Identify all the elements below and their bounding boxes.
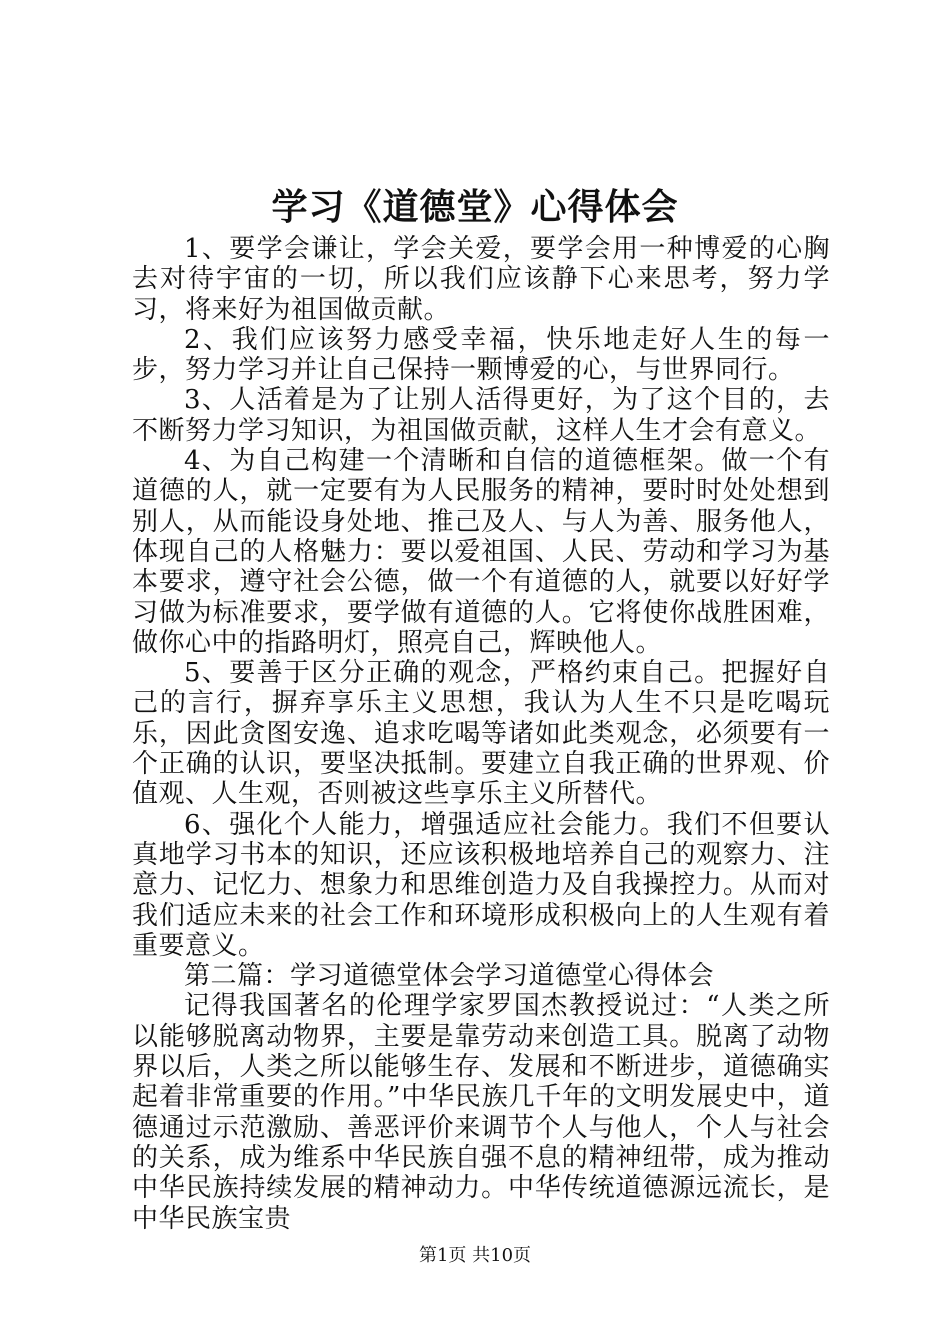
paragraph-5: 5、要善于区分正确的观念，严格约束自己。把握好自己的言行，摒弃享乐主义思想，我认为人生不只是吃喝玩乐，因此贪图安逸、追求吃喝等诸如此类观念，必须要有一个正确的认识，要坚决抵制。要建立自我正确的世界观、价值观、人生观，否则被这些享乐主义所替代。 [132,658,830,810]
paragraph-4: 4、为自己构建一个清晰和自信的道德框架。做一个有道德的人，就一定要有为人民服务的精神，要时时处处想到别人，从而能设身处地、推己及人、与人为善、服务他人，体现自己的人格魅力：要以爱祖国、人民、劳动和学习为基本要求，遵守社会公德，做一个有道德的人，就要以好好学习做为标准要求，要学做有道德的人。它将使你战胜困难，做你心中的指路明灯，照亮自己，辉映他人。 [132,446,830,658]
page-footer: 第1页 共10页 [418,1245,532,1266]
section-heading-second-part: 第二篇：学习道德堂体会学习道德堂心得体会 [184,961,715,992]
paragraph-3: 3、人活着是为了让别人活得更好，为了这个目的，去不断努力学习知识，为祖国做贡献，这样人生才会有意义。 [132,385,830,446]
paragraph-2: 2、我们应该努力感受幸福，快乐地走好人生的每一步，努力学习并让自己保持一颗博爱的心，与世界同行。 [132,324,830,386]
paragraph-7: 记得我国著名的伦理学家罗国杰教授说过：“人类之所以能够脱离动物界，主要是靠劳动来创造工具。脱离了动物界以后，人类之所以能够生存、发展和不断进步，道德确实起着非常重要的作用。”中华民族几千年的文明发展史中，道德通过示范激励、善恶评价来调节个人与他人，个人与社会的关系，成为维系中华民族自强不息的精神纽带，成为推动中华民族持续发展的精神动力。中华传统道德源远流长，是中华民族宝贵 [132,991,830,1234]
paragraph-1: 1、要学会谦让，学会关爱，要学会用一种博爱的心胸去对待宇宙的一切，所以我们应该静下心来思考，努力学习，将来好为祖国做贡献。 [132,234,830,325]
document-title: 学习《道德堂》心得体会 [271,186,679,228]
paragraph-6: 6、强化个人能力，增强适应社会能力。我们不但要认真地学习书本的知识，还应该积极地培养自己的观察力、注意力、记忆力、想象力和思维创造力及自我操控力。从而对我们适应未来的社会工作和环境形成积极向上的人生观有着重要意义。 [132,809,830,961]
document-body [132,234,830,1234]
